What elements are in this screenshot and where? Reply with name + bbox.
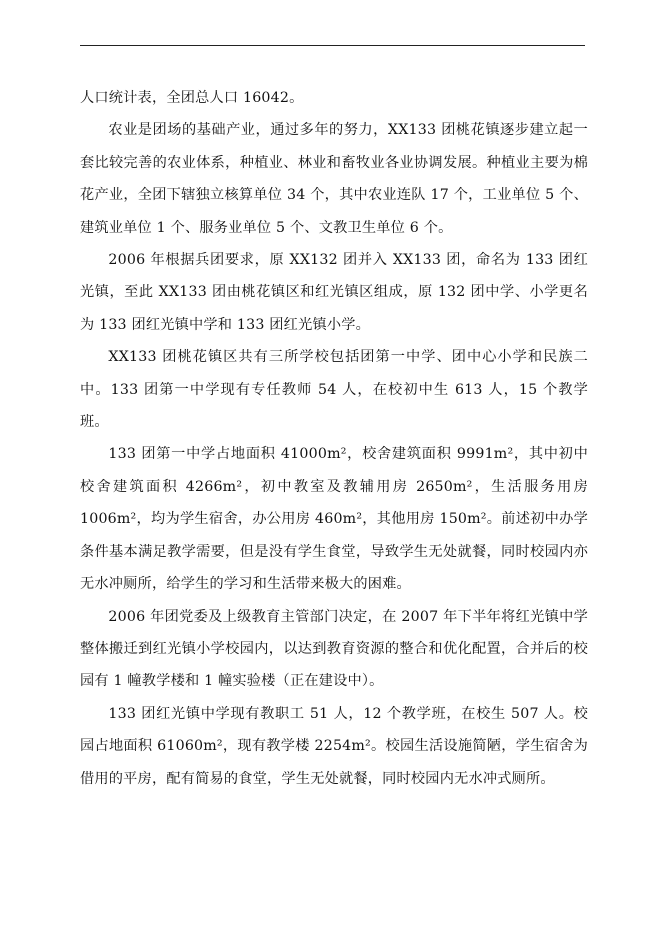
paragraph-merger-2006: 2006 年根据兵团要求，原 XX132 团并入 XX133 团，命名为 133 团红光镇，至此 XX133 团由桃花镇区和红光镇区组成，原 132 团中学、小学更名为 133 团红光镇中学和 133 团红光镇小学。 bbox=[80, 252, 588, 333]
header-rule bbox=[80, 45, 585, 46]
paragraph-relocation-decision: 2006 年团党委及上级教育主管部门决定，在 2007 年下半年将红光镇中学整体搬迁到红光镇小学校园内，以达到教育资源的整合和优化配置，合并后的校园有 1 幢教学楼和 1 幢实验楼（正在建设中）。 bbox=[80, 608, 588, 690]
paragraph-agriculture: 农业是团场的基础产业，通过多年的努力，XX133 团桃花镇逐步建立起一套比较完善的农业体系，种植业、林业和畜牧业各业协调发展。种植业主要为棉花产业，全团下辖独立核算单位 34 个，其中农业连队 17 个，工业单位 5 个、建筑业单位 1 个、服务业单位 5 个、文教卫生单位 6 个。 bbox=[80, 122, 588, 236]
paragraph-taohua-schools: XX133 团桃花镇区共有三所学校包括团第一中学、团中心小学和民族二中。133 团第一中学现有专任教师 54 人，在校初中生 613 人，15 个教学班。 bbox=[80, 349, 588, 431]
paragraph-hongguang-middle-school: 133 团红光镇中学现有教职工 51 人，12 个教学班，在校生 507 人。校园占地面积 61060m²，现有教学楼 2254m²。校园生活设施简陋，学生宿舍为借用的平房，配有简易的食堂，学生无处就餐，同时校园内无水冲式厕所。 bbox=[80, 705, 588, 787]
paragraph-first-middle-school-area: 133 团第一中学占地面积 41000m²，校舍建筑面积 9991m²，其中初中校舍建筑面积 4266m²，初中教室及教辅用房 2650m²，生活服务用房 1006m²，均为学生宿舍，办公用房 460m²，其他用房 150m²。前述初中办学条件基本满足教学需要，但是没有学生食堂，导致学生无处就餐，同时校园内亦无水冲厕所，给学生的学习和生活带来极大的困难。 bbox=[80, 446, 588, 593]
document-body bbox=[80, 82, 588, 795]
paragraph-population-continuation: 人口统计表，全团总人口 16042。 bbox=[80, 90, 304, 106]
